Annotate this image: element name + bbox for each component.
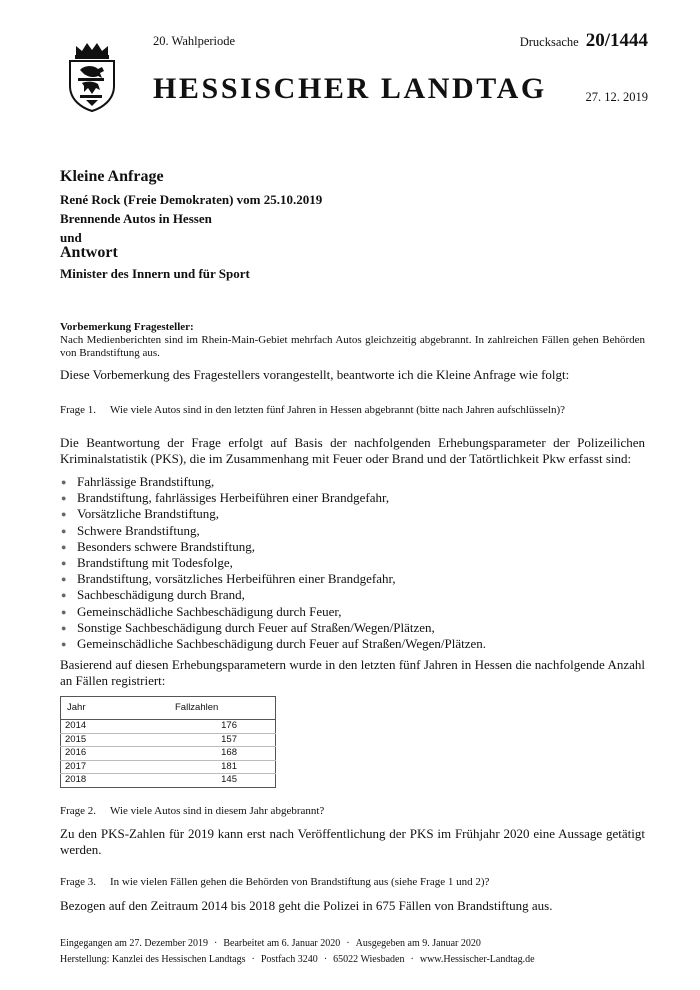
table-row <box>61 760 276 774</box>
count-cell: 157 <box>121 733 276 747</box>
list-item: ● Sonstige Sachbeschädigung durch Feuer auf Straßen/Wegen/Plätzen, <box>61 619 435 635</box>
bullet-icon: ● <box>61 606 67 617</box>
year-cell: 2014 <box>61 720 122 734</box>
footer-imprint <box>60 952 645 968</box>
list-item: ● Brandstiftung, vorsätzliches Herbeiführen einer Brandgefahr, <box>61 571 396 587</box>
footer-separator: · <box>410 954 414 965</box>
answer-2: Zu den PKS-Zahlen für 2019 kann erst nach Veröffentlichung der PKS im Frühjahr 2020 eine Aussage getätigt werden. <box>60 826 645 857</box>
drucksache-label: Drucksache <box>519 35 579 49</box>
drucksache-id <box>520 30 648 52</box>
count-cell: 181 <box>121 760 276 774</box>
bullet-icon: ● <box>61 509 67 520</box>
author-line: René Rock (Freie Demokraten) vom 25.10.2019 <box>60 192 323 207</box>
answer-1-intro: Die Beantwortung der Frage erfolgt auf Basis der nachfolgenden Erhebungsparameter der Polizeilichen Kriminalstatistik (PKS), die im Zusammenhang mit Feuer oder Brand und der Tatörtlichkeit Pkw erfasst sind: <box>60 435 645 466</box>
list-item: ● Brandstiftung, fahrlässiges Herbeiführen einer Brandgefahr, <box>61 490 390 506</box>
list-item: ● Besonders schwere Brandstiftung, <box>61 538 255 554</box>
table-row <box>61 720 276 734</box>
wahlperiode-label: 20. Wahlperiode <box>153 34 236 48</box>
footer-separator: · <box>251 954 255 965</box>
footer-website-link[interactable]: www.Hessischer-Landtag.de <box>419 954 535 965</box>
bullet-icon: ● <box>61 541 67 552</box>
count-cell: 168 <box>121 747 276 761</box>
table-header-row <box>61 697 276 720</box>
year-cell: 2015 <box>61 733 122 747</box>
footer-dates <box>60 936 645 952</box>
list-item: ● Brandstiftung mit Todesfolge, <box>61 555 233 571</box>
frage-2 <box>60 805 645 818</box>
answer-1-outro: Basierend auf diesen Erhebungsparametern wurde in den letzten fünf Jahren in Hessen die nachfolgende Anzahl an Fällen registriert: <box>60 657 645 688</box>
frage-2-text: Wie viele Autos sind in diesem Jahr abgebrannt? <box>110 805 325 817</box>
frage-2-label: Frage 2. <box>60 805 97 817</box>
bullet-icon: ● <box>61 525 67 536</box>
list-item: ● Schwere Brandstiftung, <box>61 522 200 538</box>
frage-1-label: Frage 1. <box>60 404 97 416</box>
year-cell: 2017 <box>61 760 122 774</box>
footer-separator: · <box>214 938 218 949</box>
answer-3: Bezogen auf den Zeitraum 2014 bis 2018 geht die Polizei in 675 Fällen von Brandstiftung aus. <box>60 898 553 913</box>
drucksache-number: 20/1444 <box>585 30 648 51</box>
list-item: ● Gemeinschädliche Sachbeschädigung durch Feuer auf Straßen/Wegen/Plätzen. <box>61 636 487 652</box>
document-date: 27. 12. 2019 <box>585 90 648 104</box>
list-item: ● Gemeinschädliche Sachbeschädigung durch Feuer, <box>61 603 342 619</box>
table-row <box>61 774 276 788</box>
footer-separator: · <box>346 938 350 949</box>
footer-bearbeitet: Bearbeitet am 6. Januar 2020 <box>223 938 341 949</box>
parameter-list <box>60 474 580 652</box>
antwort-heading: Antwort <box>60 244 118 261</box>
bullet-icon: ● <box>61 493 67 504</box>
list-item: ● Vorsätzliche Brandstiftung, <box>61 506 220 522</box>
vorbemerkung-heading: Vorbemerkung Fragesteller: <box>60 321 194 333</box>
fallzahlen-table <box>60 696 276 788</box>
frage-1-text: Wie viele Autos sind in den letzten fünf Jahren in Hessen abgebrannt (bitte nach Jahren aufschlüsseln)? <box>110 404 565 416</box>
column-header-fallzahlen: Fallzahlen <box>121 697 276 720</box>
bullet-icon: ● <box>61 558 67 569</box>
minister-line: Minister des Innern und für Sport <box>60 266 250 281</box>
footer-postfach: Postfach 3240 <box>260 954 318 965</box>
footer-herstellung: Herstellung: Kanzlei des Hessischen Landtags <box>60 954 246 965</box>
landtag-title: HESSISCHER LANDTAG <box>153 72 547 105</box>
frage-3-text: In wie vielen Fällen gehen die Behörden von Brandstiftung aus (siehe Frage 1 und 2)? <box>110 876 490 888</box>
count-cell: 145 <box>121 774 276 788</box>
frage-3 <box>60 876 645 889</box>
list-item: ● Fahrlässige Brandstiftung, <box>61 474 215 489</box>
table-row <box>61 733 276 747</box>
footer-eingegangen: Eingegangen am 27. Dezember 2019 <box>60 938 209 949</box>
year-cell: 2018 <box>61 774 122 788</box>
bullet-icon: ● <box>61 639 67 650</box>
subject-line: Brennende Autos in Hessen <box>60 211 212 226</box>
count-cell: 176 <box>121 720 276 734</box>
bullet-icon: ● <box>61 622 67 633</box>
vorbemerkung-text: Nach Medienberichten sind im Rhein-Main-Gebiet mehrfach Autos gleichzeitig abgebrannt. In zahlreichen Fällen gehen Behörden von Brandstiftung aus. <box>60 334 645 359</box>
frage-1 <box>60 404 645 417</box>
list-item: ● Sachbeschädigung durch Brand, <box>61 587 245 603</box>
intro-paragraph: Diese Vorbemerkung des Fragestellers vorangestellt, beantworte ich die Kleine Anfrage wie folgt: <box>60 367 570 382</box>
footer-separator: · <box>323 954 328 965</box>
hessen-coat-of-arms-logo <box>64 40 120 112</box>
bullet-icon: ● <box>61 574 67 585</box>
kleine-anfrage-heading: Kleine Anfrage <box>60 168 164 185</box>
footer-ausgegeben: Ausgegeben am 9. Januar 2020 <box>355 938 481 949</box>
bullet-icon: ● <box>61 590 67 601</box>
year-cell: 2016 <box>61 747 122 761</box>
frage-3-label: Frage 3. <box>60 876 97 888</box>
footer-ort: 65022 Wiesbaden <box>333 954 405 965</box>
und-line: und <box>60 230 82 245</box>
column-header-jahr: Jahr <box>61 697 122 720</box>
bullet-icon: ● <box>61 477 67 487</box>
table-row <box>61 747 276 761</box>
